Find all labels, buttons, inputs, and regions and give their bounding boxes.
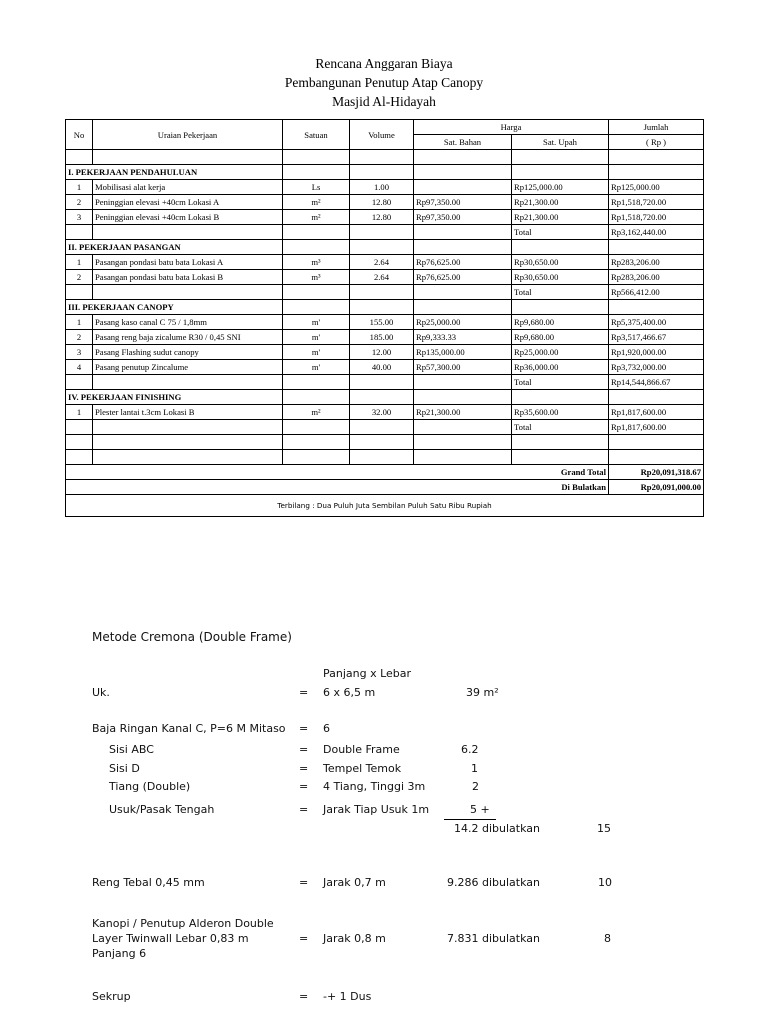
- section-total-value: Rp1,817,600.00: [609, 420, 704, 435]
- grand-total-label: Grand Total: [66, 465, 609, 480]
- row-sat-bahan: Rp76,625.00: [414, 255, 512, 270]
- row-satuan: m³: [283, 270, 350, 285]
- row-volume: 2.64: [350, 270, 414, 285]
- row-uraian: Pasang Flashing sudut canopy: [93, 345, 283, 360]
- sum-divider: [444, 819, 496, 820]
- row-volume: 12.80: [350, 195, 414, 210]
- row-jumlah: Rp5,375,400.00: [609, 315, 704, 330]
- row-volume: 12.80: [350, 210, 414, 225]
- header-volume: Volume: [350, 120, 414, 150]
- header-jumlah: Jumlah: [609, 120, 704, 135]
- row-satuan: m²: [283, 405, 350, 420]
- kanopi-eq: =: [299, 932, 309, 945]
- kanopi-result: 7.831 dibulatkan: [447, 932, 540, 945]
- row-jumlah: Rp1,920,000.00: [609, 345, 704, 360]
- row-sat-upah: Rp21,300.00: [512, 195, 609, 210]
- section-total-value: Rp3,162,440.00: [609, 225, 704, 240]
- row-uraian: Pasang kaso canal C 75 / 1,8mm: [93, 315, 283, 330]
- row-sat-upah: Rp30,650.00: [512, 255, 609, 270]
- header-harga: Harga: [414, 120, 609, 135]
- baja-value: 6: [323, 722, 330, 735]
- uk-result: 39 m²: [466, 686, 499, 699]
- row-uraian: Peninggian elevasi +40cm Lokasi A: [93, 195, 283, 210]
- row-sat-upah: Rp125,000.00: [512, 180, 609, 195]
- row-sat-upah: Rp9,680.00: [512, 330, 609, 345]
- tiang-result: 2: [472, 780, 479, 793]
- section-total-value: Rp14,544,866.67: [609, 375, 704, 390]
- row-jumlah: Rp283,206.00: [609, 255, 704, 270]
- uk-label: Uk.: [92, 686, 110, 699]
- header-uraian: Uraian Pekerjaan: [93, 120, 283, 150]
- kanopi-label-1: Kanopi / Penutup Alderon Double: [92, 917, 274, 930]
- sisi-d-value: Tempel Temok: [323, 762, 402, 775]
- row-no: 1: [66, 180, 93, 195]
- row-volume: 12.00: [350, 345, 414, 360]
- terbilang-text: Terbilang : Dua Puluh Juta Sembilan Puluh Satu Ribu Rupiah: [66, 495, 704, 517]
- row-uraian: Mobilisasi alat kerja: [93, 180, 283, 195]
- section-total-label: Total: [512, 285, 609, 300]
- sisi-d-label: Sisi D: [109, 762, 140, 775]
- row-no: 1: [66, 405, 93, 420]
- kanopi-label-3: Panjang 6: [92, 947, 147, 960]
- row-volume: 1.00: [350, 180, 414, 195]
- kanopi-label-2: Layer Twinwall Lebar 0,83 m: [92, 932, 249, 945]
- tiang-label: Tiang (Double): [109, 780, 191, 793]
- baja-eq: =: [299, 722, 309, 735]
- row-sat-bahan: Rp97,350.00: [414, 195, 512, 210]
- row-sat-upah: Rp35,600.00: [512, 405, 609, 420]
- row-no: 3: [66, 345, 93, 360]
- row-satuan: m': [283, 330, 350, 345]
- sum-result: 14.2 dibulatkan: [454, 822, 540, 835]
- dibulatkan-value: Rp20,091,000.00: [609, 480, 704, 495]
- header-rp: ( Rp ): [609, 135, 704, 150]
- row-volume: 40.00: [350, 360, 414, 375]
- reng-round: 10: [598, 876, 612, 889]
- header-no: No: [66, 120, 93, 150]
- row-no: 2: [66, 270, 93, 285]
- sekrup-eq: =: [299, 990, 309, 1003]
- row-sat-bahan: Rp25,000.00: [414, 315, 512, 330]
- usuk-eq: =: [299, 803, 309, 816]
- sisi-abc-eq: =: [299, 743, 309, 756]
- row-sat-bahan: Rp57,300.00: [414, 360, 512, 375]
- row-sat-upah: Rp9,680.00: [512, 315, 609, 330]
- row-no: 1: [66, 315, 93, 330]
- baja-label: Baja Ringan Kanal C, P=6 M Mitaso: [92, 722, 286, 735]
- row-no: 1: [66, 255, 93, 270]
- row-no: 2: [66, 195, 93, 210]
- reng-eq: =: [299, 876, 309, 889]
- uk-value: 6 x 6,5 m: [323, 686, 376, 699]
- reng-label: Reng Tebal 0,45 mm: [92, 876, 205, 889]
- section-total-label: Total: [512, 225, 609, 240]
- tiang-eq: =: [299, 780, 309, 793]
- sisi-abc-label: Sisi ABC: [109, 743, 154, 756]
- title-line-1: Rencana Anggaran Biaya: [315, 56, 453, 71]
- row-jumlah: Rp1,518,720.00: [609, 195, 704, 210]
- section-total-value: Rp566,412.00: [609, 285, 704, 300]
- row-satuan: m²: [283, 210, 350, 225]
- section-title: II. PEKERJAAN PASANGAN: [66, 240, 283, 255]
- row-jumlah: Rp283,206.00: [609, 270, 704, 285]
- sisi-abc-value: Double Frame: [323, 743, 400, 756]
- row-uraian: Peninggian elevasi +40cm Lokasi B: [93, 210, 283, 225]
- title-line-3: Masjid Al-Hidayah: [332, 94, 436, 109]
- row-jumlah: Rp3,517,466.67: [609, 330, 704, 345]
- row-jumlah: Rp1,817,600.00: [609, 405, 704, 420]
- section-total-label: Total: [512, 420, 609, 435]
- row-volume: 185.00: [350, 330, 414, 345]
- row-sat-bahan: Rp21,300.00: [414, 405, 512, 420]
- row-sat-bahan: Rp76,625.00: [414, 270, 512, 285]
- row-satuan: m³: [283, 255, 350, 270]
- usuk-result: 5 +: [470, 803, 490, 816]
- row-sat-bahan: Rp97,350.00: [414, 210, 512, 225]
- reng-result: 9.286 dibulatkan: [447, 876, 540, 889]
- section-title: I. PEKERJAAN PENDAHULUAN: [66, 165, 283, 180]
- sisi-d-result: 1: [471, 762, 478, 775]
- row-uraian: Pasang reng baja zicalume R30 / 0,45 SNI: [93, 330, 283, 345]
- section-total-label: Total: [512, 375, 609, 390]
- kanopi-value: Jarak 0,8 m: [323, 932, 386, 945]
- row-satuan: Ls: [283, 180, 350, 195]
- uk-eq: =: [299, 686, 309, 699]
- kanopi-round: 8: [604, 932, 611, 945]
- row-satuan: m': [283, 345, 350, 360]
- row-uraian: Pasangan pondasi batu bata Lokasi B: [93, 270, 283, 285]
- section-title: IV. PEKERJAAN FINISHING: [66, 390, 283, 405]
- grand-total-value: Rp20,091,318.67: [609, 465, 704, 480]
- row-sat-upah: Rp25,000.00: [512, 345, 609, 360]
- row-satuan: m': [283, 360, 350, 375]
- usuk-label: Usuk/Pasak Tengah: [109, 803, 215, 816]
- title-line-2: Pembangunan Penutup Atap Canopy: [284, 75, 484, 90]
- row-uraian: Pasang penutup Zincalume: [93, 360, 283, 375]
- row-sat-upah: Rp30,650.00: [512, 270, 609, 285]
- section-title: III. PEKERJAAN CANOPY: [66, 300, 283, 315]
- sekrup-label: Sekrup: [92, 990, 131, 1003]
- dibulatkan-label: Di Bulatkan: [66, 480, 609, 495]
- row-uraian: Plester lantai t.3cm Lokasi B: [93, 405, 283, 420]
- row-jumlah: Rp1,518,720.00: [609, 210, 704, 225]
- row-sat-bahan: Rp135,000.00: [414, 345, 512, 360]
- row-volume: 2.64: [350, 255, 414, 270]
- row-satuan: m²: [283, 195, 350, 210]
- row-no: 4: [66, 360, 93, 375]
- row-volume: 32.00: [350, 405, 414, 420]
- sisi-abc-result: 6.2: [461, 743, 479, 756]
- row-sat-bahan: Rp9,333.33: [414, 330, 512, 345]
- row-satuan: m': [283, 315, 350, 330]
- sekrup-value: -+ 1 Dus: [323, 990, 372, 1003]
- row-jumlah: Rp3,732,000.00: [609, 360, 704, 375]
- usuk-value: Jarak Tiap Usuk 1m: [323, 803, 430, 816]
- tiang-value: 4 Tiang, Tinggi 3m: [323, 780, 426, 793]
- row-uraian: Pasangan pondasi batu bata Lokasi A: [93, 255, 283, 270]
- header-satuan: Satuan: [283, 120, 350, 150]
- row-no: 3: [66, 210, 93, 225]
- header-sat-upah: Sat. Upah: [512, 135, 609, 150]
- row-jumlah: Rp125,000.00: [609, 180, 704, 195]
- row-no: 2: [66, 330, 93, 345]
- row-sat-upah: Rp36,000.00: [512, 360, 609, 375]
- sum-round: 15: [597, 822, 611, 835]
- panjang-lebar-label: Panjang x Lebar: [323, 667, 412, 680]
- row-sat-upah: Rp21,300.00: [512, 210, 609, 225]
- reng-value: Jarak 0,7 m: [323, 876, 386, 889]
- calc-heading: Metode Cremona (Double Frame): [92, 630, 292, 644]
- header-sat-bahan: Sat. Bahan: [414, 135, 512, 150]
- sisi-d-eq: =: [299, 762, 309, 775]
- row-volume: 155.00: [350, 315, 414, 330]
